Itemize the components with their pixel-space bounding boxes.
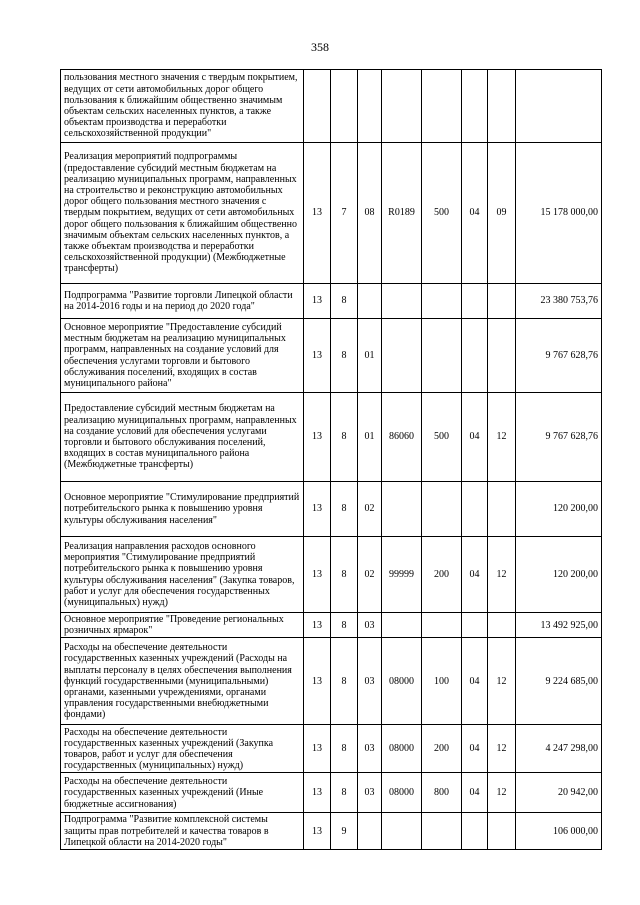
row-code-7: 12 — [488, 725, 516, 773]
row-description: Расходы на обеспечение деятельности государственных казенных учреждений (Расходы на выплаты персоналу в целях обеспечения выполнения функций государственными (муниципальными) органами, казенными учреждениями, органами управления государственными внебюджетными фондами) — [61, 638, 304, 725]
row-amount: 9 224 685,00 — [516, 638, 602, 725]
row-code-6 — [462, 813, 488, 850]
row-code-4: 08000 — [382, 638, 422, 725]
row-code-3: 03 — [358, 638, 382, 725]
row-code-3 — [358, 813, 382, 850]
row-code-3: 02 — [358, 537, 382, 613]
budget-table — [60, 69, 602, 850]
row-amount: 120 200,00 — [516, 482, 602, 537]
table-row — [61, 393, 602, 482]
row-code-1 — [304, 70, 331, 143]
row-code-1: 13 — [304, 143, 331, 284]
row-code-4 — [382, 319, 422, 393]
row-code-6 — [462, 482, 488, 537]
row-code-7: 12 — [488, 773, 516, 813]
row-code-5 — [422, 319, 462, 393]
row-code-4: 08000 — [382, 725, 422, 773]
row-code-1: 13 — [304, 393, 331, 482]
row-amount: 23 380 753,76 — [516, 284, 602, 319]
row-code-2 — [331, 70, 358, 143]
row-code-2: 7 — [331, 143, 358, 284]
row-description: Подпрограмма "Развитие торговли Липецкой области на 2014-2016 годы и на период до 2020 года" — [61, 284, 304, 319]
row-amount: 4 247 298,00 — [516, 725, 602, 773]
row-code-3: 01 — [358, 319, 382, 393]
table-row — [61, 725, 602, 773]
table-row — [61, 773, 602, 813]
row-code-3: 03 — [358, 773, 382, 813]
row-amount: 9 767 628,76 — [516, 393, 602, 482]
row-amount — [516, 70, 602, 143]
row-code-6: 04 — [462, 725, 488, 773]
row-code-5: 500 — [422, 393, 462, 482]
row-code-1: 13 — [304, 773, 331, 813]
page-number: 358 — [311, 40, 329, 54]
row-code-5 — [422, 613, 462, 638]
row-code-5: 200 — [422, 537, 462, 613]
row-description: Расходы на обеспечение деятельности государственных казенных учреждений (Иные бюджетные ассигнования) — [61, 773, 304, 813]
row-description: Основное мероприятие "Стимулирование предприятий потребительского рынка к повышению уровня культуры обслуживания населения" — [61, 482, 304, 537]
row-code-7 — [488, 284, 516, 319]
row-code-5: 200 — [422, 725, 462, 773]
row-code-2: 8 — [331, 537, 358, 613]
row-code-3: 08 — [358, 143, 382, 284]
row-code-6: 04 — [462, 537, 488, 613]
row-code-4 — [382, 70, 422, 143]
row-code-6 — [462, 70, 488, 143]
row-code-5: 100 — [422, 638, 462, 725]
row-amount: 106 000,00 — [516, 813, 602, 850]
row-code-3: 01 — [358, 393, 382, 482]
row-code-1: 13 — [304, 613, 331, 638]
table-row — [61, 284, 602, 319]
row-description: Расходы на обеспечение деятельности государственных казенных учреждений (Закупка товаров, работ и услуг для обеспечения государственных (муниципальных) нужд) — [61, 725, 304, 773]
row-code-6 — [462, 284, 488, 319]
row-code-5 — [422, 70, 462, 143]
table-row — [61, 813, 602, 850]
row-code-4: 86060 — [382, 393, 422, 482]
row-code-4: 99999 — [382, 537, 422, 613]
row-code-1: 13 — [304, 537, 331, 613]
row-code-3: 03 — [358, 725, 382, 773]
row-code-5 — [422, 284, 462, 319]
row-code-6: 04 — [462, 393, 488, 482]
row-code-7: 12 — [488, 393, 516, 482]
row-code-3 — [358, 284, 382, 319]
row-code-1: 13 — [304, 482, 331, 537]
row-code-7: 12 — [488, 537, 516, 613]
row-code-2: 8 — [331, 393, 358, 482]
table-row — [61, 143, 602, 284]
row-code-3: 02 — [358, 482, 382, 537]
table-row — [61, 613, 602, 638]
row-code-4 — [382, 284, 422, 319]
row-description: Реализация мероприятий подпрограммы (предоставление субсидий местным бюджетам на реализацию муниципальных программ, направленных на строительство и реконструкцию автомобильных дорог общего пользования местного значения с твердым покрытием, ведущих от сети автомобильных дорог общего пользования к ближайшим общественно значимым объектам сельских населенных пунктов, а также объектам производства и переработки сельскохозяйственной продукции) (Межбюджетные трансферты) — [61, 143, 304, 284]
row-code-6: 04 — [462, 638, 488, 725]
row-code-1: 13 — [304, 638, 331, 725]
row-amount: 20 942,00 — [516, 773, 602, 813]
row-amount: 15 178 000,00 — [516, 143, 602, 284]
row-amount: 120 200,00 — [516, 537, 602, 613]
row-code-2: 8 — [331, 638, 358, 725]
row-code-3: 03 — [358, 613, 382, 638]
row-code-1: 13 — [304, 284, 331, 319]
row-code-7: 09 — [488, 143, 516, 284]
row-description: Основное мероприятие "Предоставление субсидий местным бюджетам на реализацию муниципальных программ, направленных на создание условий для обеспечения услугами торговли и бытового обслуживания поселений, входящих в состав муниципального района" — [61, 319, 304, 393]
row-code-7 — [488, 319, 516, 393]
row-code-2: 8 — [331, 773, 358, 813]
row-code-4 — [382, 613, 422, 638]
row-code-5: 800 — [422, 773, 462, 813]
row-code-4 — [382, 482, 422, 537]
table-row — [61, 70, 602, 143]
row-code-6: 04 — [462, 773, 488, 813]
row-code-7 — [488, 482, 516, 537]
row-code-4: 08000 — [382, 773, 422, 813]
row-code-4: R0189 — [382, 143, 422, 284]
row-code-7 — [488, 70, 516, 143]
row-code-3 — [358, 70, 382, 143]
table-row — [61, 482, 602, 537]
row-code-6 — [462, 613, 488, 638]
row-description: Подпрограмма "Развитие комплексной системы защиты прав потребителей и качества товаров в Липецкой области на 2014-2020 годы" — [61, 813, 304, 850]
row-amount: 13 492 925,00 — [516, 613, 602, 638]
row-code-5 — [422, 813, 462, 850]
row-code-7 — [488, 613, 516, 638]
row-code-1: 13 — [304, 725, 331, 773]
row-amount: 9 767 628,76 — [516, 319, 602, 393]
row-description: пользования местного значения с твердым покрытием, ведущих от сети автомобильных дорог общего пользования к ближайшим общественно значимым объектам сельских населенных пунктов, а также объектам производства и переработки сельскохозяйственной продукции" — [61, 70, 304, 143]
row-code-2: 8 — [331, 725, 358, 773]
row-code-5 — [422, 482, 462, 537]
row-code-1: 13 — [304, 319, 331, 393]
table-row — [61, 319, 602, 393]
row-description: Основное мероприятие "Проведение региональных розничных ярмарок" — [61, 613, 304, 638]
row-code-5: 500 — [422, 143, 462, 284]
row-code-4 — [382, 813, 422, 850]
row-code-2: 9 — [331, 813, 358, 850]
row-code-7: 12 — [488, 638, 516, 725]
row-code-7 — [488, 813, 516, 850]
row-code-2: 8 — [331, 482, 358, 537]
row-code-2: 8 — [331, 284, 358, 319]
row-code-1: 13 — [304, 813, 331, 850]
table-row — [61, 638, 602, 725]
row-code-6 — [462, 319, 488, 393]
row-description: Реализация направления расходов основного мероприятия "Стимулирование предприятий потребительского рынка к повышению уровня культуры обслуживания населения" (Закупка товаров, работ и услуг для обеспечения государственных (муниципальных) нужд) — [61, 537, 304, 613]
row-description: Предоставление субсидий местным бюджетам на реализацию муниципальных программ, направленных на создание условий для обеспечения услугами торговли и бытового обслуживания поселений, входящих в состав муниципального района (Межбюджетные трансферты) — [61, 393, 304, 482]
row-code-6: 04 — [462, 143, 488, 284]
row-code-2: 8 — [331, 319, 358, 393]
table-row — [61, 537, 602, 613]
row-code-2: 8 — [331, 613, 358, 638]
